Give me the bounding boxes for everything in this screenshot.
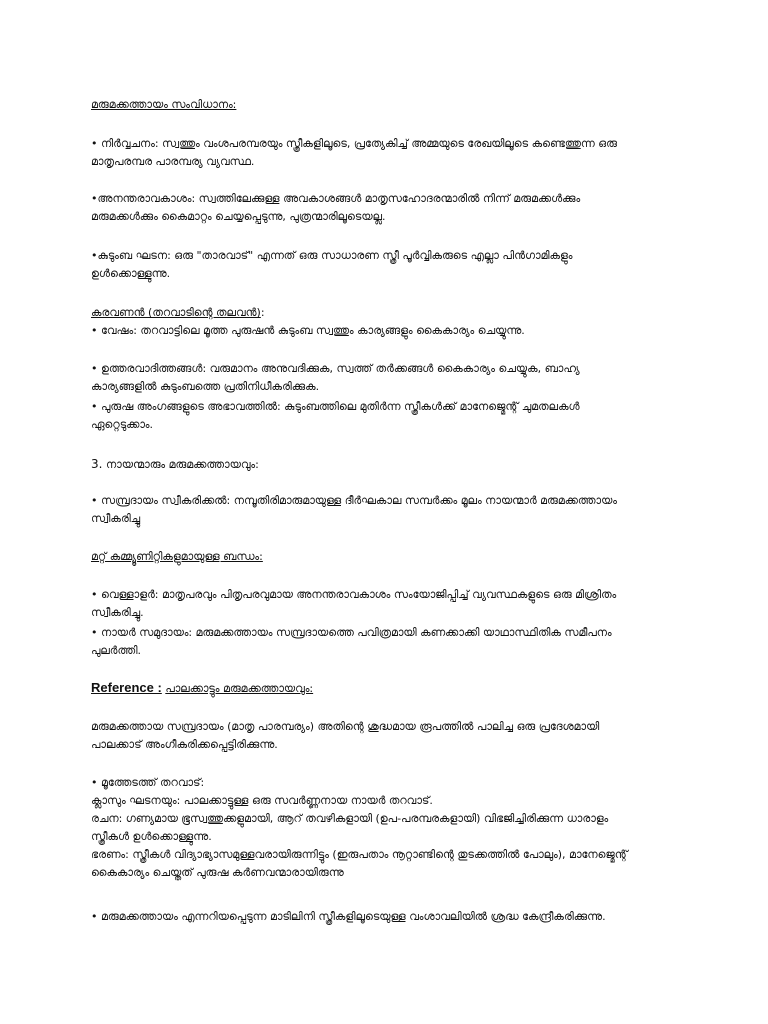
tharavad-administration-line-2: കൈകാര്യം ചെയ്തത് പുരുഷ കർണവന്മാരായിരുന്നു bbox=[91, 866, 344, 879]
definition-paragraph bbox=[91, 135, 691, 171]
section-number: 3. bbox=[91, 457, 103, 471]
tharavad-name: • മൂത്തേടത്ത് തറവാട്: bbox=[91, 776, 205, 789]
adoption-paragraph bbox=[91, 492, 691, 528]
role-bullet: • വേഷം: തറവാട്ടിലെ മൂത്ത പുരുഷൻ കുടുംബ സ്വത്തും കാര്യങ്ങളും കൈകാര്യം ചെയ്യുന്നു. bbox=[91, 324, 525, 337]
vellalar-line-2: സ്വീകരിച്ചു. bbox=[91, 606, 144, 619]
karanavan-heading-text: കരവണൻ (തറവാടിന്റെ തലവൻ) bbox=[91, 306, 261, 319]
absence-paragraph bbox=[91, 398, 691, 434]
tharavad-block bbox=[91, 774, 691, 882]
family-structure-paragraph bbox=[91, 247, 691, 283]
nairs-heading-text: നായന്മാരും മരുമക്കത്തായവും: bbox=[105, 458, 259, 471]
absence-line-1: • പുരുഷ അംഗങ്ങളുടെ അഭാവത്തിൽ: കുടുംബത്തിലെ മുതിർന്ന സ്ത്രീകൾക്ക് മാനേജ്മെന്റ് ചുമതലകൾ bbox=[91, 400, 580, 413]
responsibilities-line-2: കാര്യങ്ങളിൽ കുടുംബത്തെ പ്രതിനിധീകരിക്കുക. bbox=[91, 380, 320, 393]
palakkad-intro-paragraph bbox=[91, 718, 691, 754]
nair-community-paragraph bbox=[91, 624, 691, 660]
definition-line-1: • നിർവ്വചനം: സ്വത്തും വംശപരമ്പരയും സ്ത്രീകളിലൂടെ, പ്രത്യേകിച്ച് അമ്മയുടെ രേഖയിലൂടെ കണ്ടെത്തുന്ന ഒരു bbox=[91, 137, 617, 150]
adoption-line-1: • സമ്പ്രദായം സ്വീകരിക്കൽ: നമ്പൂതിരിമാരുമായുള്ള ദീർഘകാല സമ്പർക്കം മൂലം നായന്മാർ മരുമക്കത്തായം bbox=[91, 494, 617, 507]
tharavad-composition-line-2: സ്ത്രീകൾ ഉൾക്കൊള്ളുന്നു. bbox=[91, 830, 212, 843]
tharavad-administration-line-1: ഭരണം: സ്ത്രീകൾ വിദ്യാഭ്യാസമുള്ളവരായിരുന്നിട്ടും (ഇരുപതാം നൂറ്റാണ്ടിന്റെ തുടക്കത്തിൽ പോലും), മാനേജ്മെന്റ് bbox=[91, 848, 628, 861]
section-heading-other-communities: മറ്റ് കമ്മ്യൂണിറ്റികളുമായുള്ള ബന്ധം: bbox=[91, 550, 263, 563]
section-heading-karanavan bbox=[91, 304, 691, 322]
inheritance-line-1: •അനന്തരാവകാശം: സ്വത്തിലേക്കുള്ള അവകാശങ്ങൾ മാതൃസഹോദരന്മാരിൽ നിന്ന് മരുമക്കൾക്കും bbox=[91, 192, 581, 205]
responsibilities-line-1: • ഉത്തരവാദിത്തങ്ങൾ: വരുമാനം അനുവദിക്കുക, സ്വത്ത് തർക്കങ്ങൾ കൈകാര്യം ചെയ്യുക, ബാഹ്യ bbox=[91, 362, 580, 375]
reference-heading-text: പാലക്കാട്ടും മരുമക്കത്തായവും: bbox=[165, 682, 314, 695]
nair-community-line-2: പുലർത്തി. bbox=[91, 644, 142, 657]
reference-label: Reference : bbox=[91, 680, 162, 695]
inheritance-paragraph bbox=[91, 190, 691, 226]
definition-line-2: മാതൃപരമ്പര പാരമ്പര്യ വ്യവസ്ഥ. bbox=[91, 155, 255, 168]
vellalar-paragraph bbox=[91, 586, 691, 622]
inheritance-line-2: മരുമക്കൾക്കും കൈമാറ്റം ചെയ്യപ്പെടുന്നു, പുത്രന്മാരിലൂടെയല്ല. bbox=[91, 210, 386, 223]
palakkad-intro-line-1: മരുമക്കത്തായ സമ്പ്രദായം (മാതൃ പാരമ്പര്യം) അതിന്റെ ശുദ്ധമായ രൂപത്തിൽ പാലിച്ച ഒരു പ്രദേശമായി bbox=[91, 720, 600, 733]
section-heading-nairs bbox=[91, 455, 691, 474]
absence-line-2: ഏറ്റെടുക്കാം. bbox=[91, 418, 154, 431]
closing-bullet: • മരുമക്കത്തായം എന്നറിയപ്പെടുന്ന മാടിലിനി സ്ത്രീകളിലൂടെയുള്ള വംശാവലിയിൽ ശ്രദ്ധ കേന്ദ്രീകരിക്കുന്നു. bbox=[91, 910, 606, 923]
reference-heading bbox=[91, 679, 691, 698]
palakkad-intro-line-2: പാലക്കാട് അംഗീകരിക്കപ്പെട്ടിരിക്കുന്നു. bbox=[91, 738, 278, 751]
responsibilities-paragraph bbox=[91, 360, 691, 396]
nair-community-line-1: • നായർ സമുദായം: മരുമക്കത്തായം സമ്പ്രദായത്തെ പവിത്രമായി കണക്കാക്കി യാഥാസ്ഥിതിക സമീപനം bbox=[91, 626, 612, 639]
adoption-line-2: സ്വീകരിച്ചു bbox=[91, 512, 141, 525]
family-structure-line-2: ഉൾക്കൊള്ളുന്നു. bbox=[91, 267, 171, 280]
karanavan-heading-colon: : bbox=[260, 306, 265, 319]
family-structure-line-1: •കുടുംബ ഘടന: ഒരു "താരവാട്" എന്നത് ഒരു സാധാരണ സ്ത്രീ പൂർവ്വികരുടെ എല്ലാ പിൻഗാമികളും bbox=[91, 249, 573, 262]
section-heading-marumakkathayam-system: മരുമക്കത്തായം സംവിധാനം: bbox=[91, 98, 237, 111]
tharavad-composition-line-1: രചന: ഗണ്യമായ ഭൂസ്വത്തുക്കളുമായി, ആറ് തവഴികളായി (ഉപ-പരമ്പരകളായി) വിഭജിച്ചിരിക്കുന്ന ധാരാളം bbox=[91, 812, 609, 825]
tharavad-class: ക്ലാസും ഘടനയും: പാലക്കാട്ടുള്ള ഒരു സവർണ്ണനായ നായർ തറവാട്. bbox=[91, 794, 433, 807]
vellalar-line-1: • വെള്ളാളർ: മാതൃപരവും പിതൃപരവുമായ അനന്തരാവകാശം സംയോജിപ്പിച്ച് വ്യവസ്ഥകളുടെ ഒരു മിശ്രിതം bbox=[91, 588, 617, 601]
